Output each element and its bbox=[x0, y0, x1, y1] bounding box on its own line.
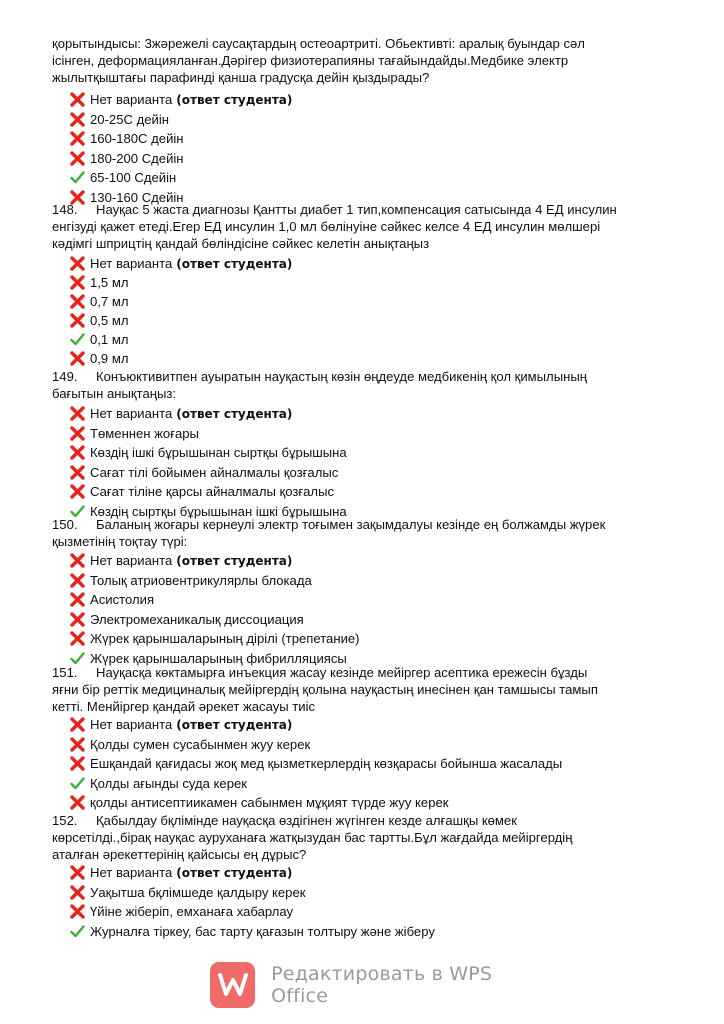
answer-option: Уақытша бқлімшеде қалдыру керек bbox=[52, 883, 678, 903]
question-text-line: енгізуді қажет етеді.Егер ЕД инсулин 1,0 мл бөлінуіне сәйкес келсе 4 ЕД инсулин мөлшері bbox=[52, 219, 601, 234]
answer-option-student: Нет варианта (ответ студента) bbox=[52, 254, 678, 273]
answer-option: 20-25С дейін bbox=[52, 110, 678, 130]
answer-option-correct: 65-100 Сдейін bbox=[52, 168, 678, 188]
answer-option: 0,5 мл bbox=[52, 311, 678, 330]
wps-edit-label: Редактировать в WPS Office bbox=[271, 963, 493, 1007]
cross-icon bbox=[70, 717, 88, 732]
answer-option-correct: Көздің сыртқы бұрышынан ішкі бұрышына bbox=[52, 502, 678, 522]
cross-icon bbox=[70, 426, 88, 441]
checkmark-icon bbox=[70, 332, 88, 347]
answer-list bbox=[52, 90, 678, 207]
answer-option-student: Нет варианта (ответ студента) bbox=[52, 715, 678, 735]
cross-icon bbox=[70, 484, 88, 499]
answer-option: Үйіне жіберіп, емханаға хабарлау bbox=[52, 902, 678, 922]
checkmark-icon bbox=[70, 924, 88, 939]
question-text-line: қызметінің тоқтау түрі: bbox=[52, 534, 188, 549]
answer-option-student: Нет варианта (ответ студента) bbox=[52, 404, 678, 424]
answer-list bbox=[52, 715, 678, 813]
answer-option: Жүрек қарыншаларының дірілі (трепетание) bbox=[52, 629, 678, 649]
cross-icon bbox=[70, 795, 88, 810]
answer-option: Асистолия bbox=[52, 590, 678, 610]
cross-icon bbox=[70, 313, 88, 328]
answer-option-student: Нет варианта (ответ студента) bbox=[52, 90, 678, 110]
answer-list bbox=[52, 863, 678, 941]
answer-option: 0,9 мл bbox=[52, 349, 678, 368]
question-number: 152. bbox=[52, 813, 78, 828]
answer-list bbox=[52, 404, 678, 521]
question-text-line: 150. Баланың жоғары кернеулі электр тоғымен зақымдалуы кезінде ең болжамды жүрек bbox=[52, 517, 606, 532]
cross-icon bbox=[70, 612, 88, 627]
question-text-line: жылытқыштағы парафинді қанша градусқа дейін қыздырады? bbox=[52, 70, 430, 85]
question-number: 149. bbox=[52, 369, 78, 384]
cross-icon bbox=[70, 151, 88, 166]
checkmark-icon bbox=[70, 776, 88, 791]
cross-icon bbox=[70, 631, 88, 646]
question-text-line: яғни бір реттік медициналық мейіргердің қолына науқастың инесінен қан тамшысы тамып bbox=[52, 682, 598, 697]
answer-option: Қолды сумен сусабынмен жуу керек bbox=[52, 735, 678, 755]
answer-option: 1,5 мл bbox=[52, 273, 678, 292]
answer-option: 160-180С дейін bbox=[52, 129, 678, 149]
question-152 bbox=[52, 812, 678, 941]
cross-icon bbox=[70, 592, 88, 607]
answer-option: Толық атриовентрикулярлы блокада bbox=[52, 571, 678, 591]
cross-icon bbox=[70, 256, 88, 271]
question-text-line: 151. Науқасқа көктамырға инъекция жасау кезінде мейіргер асептика ережесін бұзды bbox=[52, 665, 588, 680]
question-150 bbox=[52, 516, 678, 668]
question-147 bbox=[52, 35, 678, 207]
answer-option-student: Нет варианта (ответ студента) bbox=[52, 551, 678, 571]
cross-icon bbox=[70, 904, 88, 919]
answer-option-correct: Журналға тіркеу, бас тарту қағазын толтыру және жіберу bbox=[52, 922, 678, 942]
question-number: 148. bbox=[52, 202, 78, 217]
cross-icon bbox=[70, 406, 88, 421]
answer-option: Көздің ішкі бұрышынан сыртқы бұрышына bbox=[52, 443, 678, 463]
answer-option-correct: Жүрек қарыншаларының фибрилляциясы bbox=[52, 649, 678, 669]
wps-edit-button[interactable] bbox=[210, 962, 550, 1008]
question-number: 150. bbox=[52, 517, 78, 532]
answer-option-correct: 0,1 мл bbox=[52, 330, 678, 349]
cross-icon bbox=[70, 92, 88, 107]
answer-list bbox=[52, 254, 678, 368]
question-text-line: кетті. Менйіргер қандай әрекет жасауы тиіс bbox=[52, 699, 316, 714]
cross-icon bbox=[70, 351, 88, 366]
cross-icon bbox=[70, 112, 88, 127]
answer-list bbox=[52, 551, 678, 668]
question-148 bbox=[52, 201, 678, 368]
question-151 bbox=[52, 664, 678, 813]
question-text-line: 152. Қабылдау бқлімінде науқасқа өздігінен жүгінген кезде алғашқы көмек bbox=[52, 813, 517, 828]
question-text-line: ісінген, деформацияланған.Дәрігер физиотерапияны тағайындайды.Медбике электр bbox=[52, 53, 569, 68]
cross-icon bbox=[70, 865, 88, 880]
answer-option: 0,7 мл bbox=[52, 292, 678, 311]
question-text-line: аталған әрекеттерінің қайсысы ең дұрыс? bbox=[52, 847, 307, 862]
checkmark-icon bbox=[70, 170, 88, 185]
cross-icon bbox=[70, 445, 88, 460]
answer-option-student: Нет варианта (ответ студента) bbox=[52, 863, 678, 883]
answer-option-correct: Қолды ағынды суда керек bbox=[52, 774, 678, 794]
question-text-line: бағытын анықтаңыз: bbox=[52, 386, 177, 401]
question-text-line: қорытындысы: 3жәрежелі саусақтардың остеоартриті. Обьективті: аралық буындар сәл bbox=[52, 36, 585, 51]
answer-option: Төменнен жоғары bbox=[52, 424, 678, 444]
wps-logo-icon bbox=[210, 962, 255, 1008]
cross-icon bbox=[70, 465, 88, 480]
cross-icon bbox=[70, 756, 88, 771]
cross-icon bbox=[70, 737, 88, 752]
answer-option: Сағат тілі бойымен айналмалы қозғалыс bbox=[52, 463, 678, 483]
cross-icon bbox=[70, 275, 88, 290]
question-text-line: 148. Науқас 5 жаста диагнозы Қантты диабет 1 тип,компенсация сатысында 4 ЕД инсулин bbox=[52, 202, 617, 217]
cross-icon bbox=[70, 885, 88, 900]
question-number: 151. bbox=[52, 665, 78, 680]
answer-option: 130-160 Сдейін bbox=[52, 188, 678, 208]
cross-icon bbox=[70, 573, 88, 588]
question-text-line: кәдімгі шприцтің қандай бөліндісіне сәйкес келетін анықтаңыз bbox=[52, 236, 430, 251]
question-149 bbox=[52, 368, 678, 521]
cross-icon bbox=[70, 294, 88, 309]
answer-option: қолды антисептиикамен сабынмен мұқият түрде жуу керек bbox=[52, 793, 678, 813]
answer-option: 180-200 Сдейін bbox=[52, 149, 678, 169]
cross-icon bbox=[70, 131, 88, 146]
answer-option: Сағат тіліне қарсы айналмалы қозғалыс bbox=[52, 482, 678, 502]
question-text-line: көрсетілді.,бірақ науқас ауруханаға жатқызудан бас тартты.Бұл жағдайда мейіргердің bbox=[52, 830, 573, 845]
question-text-line: 149. Конъюктивитпен ауыратын науқастың көзін өңдеуде медбикенің қол қимылының bbox=[52, 369, 587, 384]
answer-option: Электромеханикалық диссоциация bbox=[52, 610, 678, 630]
answer-option: Ешқандай қағидасы жоқ мед қызметкерлердің көзқарасы бойынша жасалады bbox=[52, 754, 678, 774]
cross-icon bbox=[70, 553, 88, 568]
